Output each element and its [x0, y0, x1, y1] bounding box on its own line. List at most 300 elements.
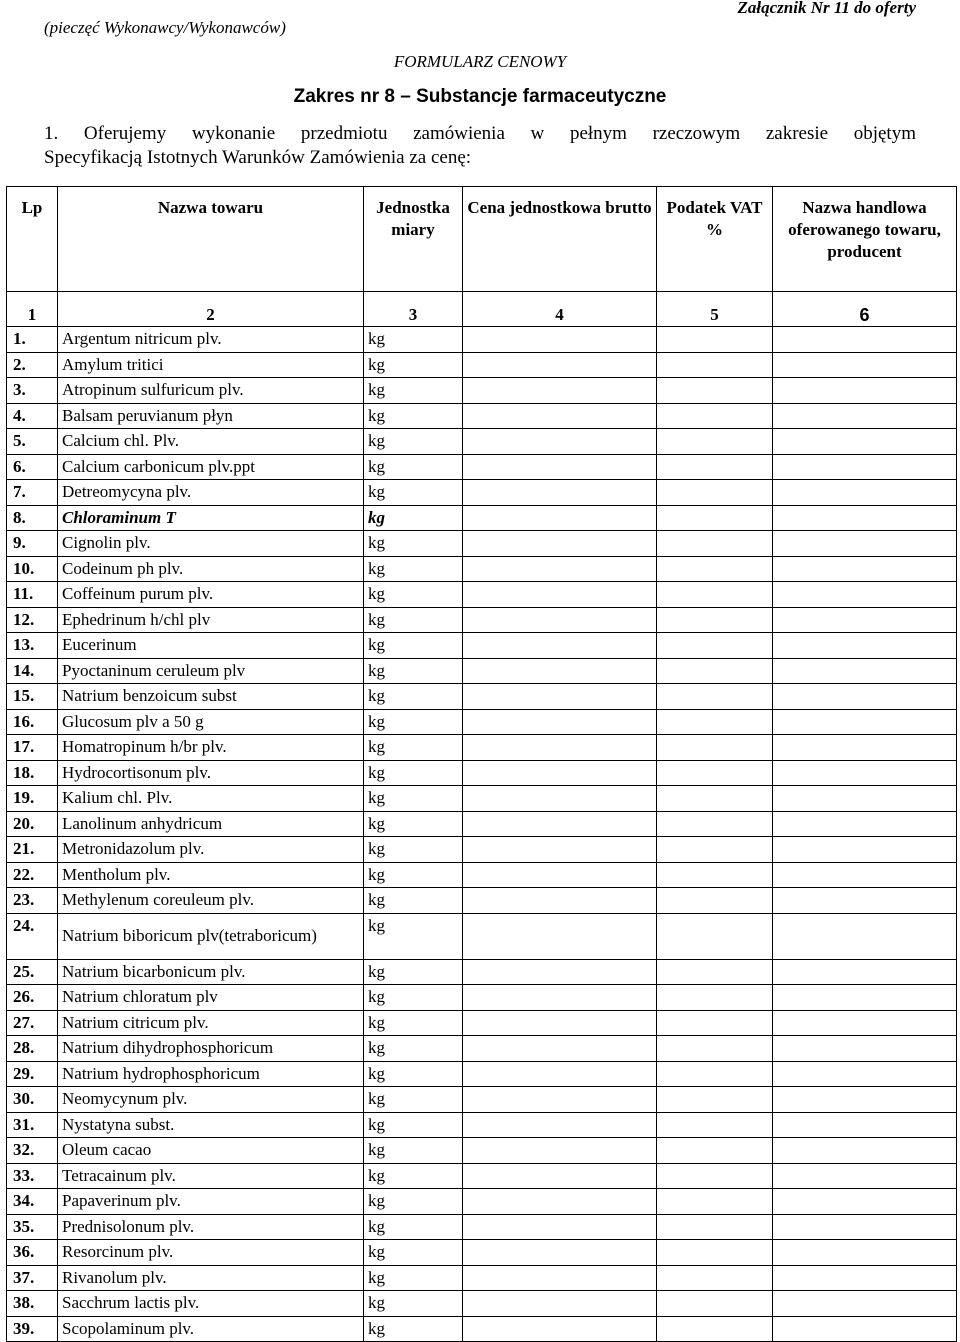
row-product-name: Calcium chl. Plv. — [58, 429, 364, 455]
row-trade-name-cell[interactable] — [773, 378, 957, 404]
row-product-name: Rivanolum plv. — [58, 1265, 364, 1291]
row-vat-cell[interactable] — [657, 735, 773, 761]
row-unit: kg — [364, 1291, 463, 1317]
row-product-name: Eucerinum — [58, 633, 364, 659]
row-lp: 18. — [7, 760, 58, 786]
row-trade-name-cell[interactable] — [773, 1061, 957, 1087]
row-trade-name-cell[interactable] — [773, 1087, 957, 1113]
row-product-name: Ephedrinum h/chl plv — [58, 607, 364, 633]
row-trade-name-cell[interactable] — [773, 862, 957, 888]
row-unit: kg — [364, 1214, 463, 1240]
row-unit: kg — [364, 556, 463, 582]
row-unit: kg — [364, 1010, 463, 1036]
row-vat-cell[interactable] — [657, 1265, 773, 1291]
row-lp: 19. — [7, 786, 58, 812]
row-unit: kg — [364, 709, 463, 735]
row-vat-cell[interactable] — [657, 959, 773, 985]
spacer-cell — [364, 292, 463, 305]
row-trade-name-cell[interactable] — [773, 709, 957, 735]
row-unit-price-cell[interactable] — [463, 429, 657, 455]
row-unit-price-cell[interactable] — [463, 913, 657, 959]
table-row — [7, 1265, 957, 1291]
table-row — [7, 837, 957, 863]
row-vat-cell[interactable] — [657, 1010, 773, 1036]
row-unit-price-cell[interactable] — [463, 1138, 657, 1164]
row-unit: kg — [364, 327, 463, 353]
row-product-name: Homatropinum h/br plv. — [58, 735, 364, 761]
row-trade-name-cell[interactable] — [773, 454, 957, 480]
row-vat-cell[interactable] — [657, 403, 773, 429]
table-row — [7, 1061, 957, 1087]
row-product-name: Kalium chl. Plv. — [58, 786, 364, 812]
row-vat-cell[interactable] — [657, 1061, 773, 1087]
table-row — [7, 352, 957, 378]
row-lp: 35. — [7, 1214, 58, 1240]
row-product-name: Balsam peruvianum płyn — [58, 403, 364, 429]
spacer-row — [7, 292, 957, 305]
row-lp: 12. — [7, 607, 58, 633]
row-trade-name-cell[interactable] — [773, 531, 957, 557]
row-trade-name-cell[interactable] — [773, 735, 957, 761]
row-vat-cell[interactable] — [657, 607, 773, 633]
column-header-unit-price: Cena jednostkowa brutto — [463, 187, 657, 292]
spacer-cell — [58, 292, 364, 305]
row-vat-cell[interactable] — [657, 760, 773, 786]
table-row — [7, 1240, 957, 1266]
row-lp: 11. — [7, 582, 58, 608]
spacer-cell — [463, 292, 657, 305]
row-product-name: Lanolinum anhydricum — [58, 811, 364, 837]
row-vat-cell[interactable] — [657, 1112, 773, 1138]
table-row — [7, 684, 957, 710]
row-unit: kg — [364, 403, 463, 429]
row-unit-price-cell[interactable] — [463, 378, 657, 404]
row-unit-price-cell[interactable] — [463, 352, 657, 378]
row-unit-price-cell[interactable] — [463, 837, 657, 863]
row-unit-price-cell[interactable] — [463, 786, 657, 812]
row-vat-cell[interactable] — [657, 1036, 773, 1062]
spacer-cell — [773, 292, 957, 305]
intro-line-1: 1. Oferujemy wykonanie przedmiotu zamówienia w pełnym rzeczowym zakresie objętym — [44, 123, 916, 144]
table-row — [7, 1138, 957, 1164]
row-product-name: Sacchrum lactis plv. — [58, 1291, 364, 1317]
table-row — [7, 862, 957, 888]
row-product-name: Natrium hydrophosphoricum — [58, 1061, 364, 1087]
row-vat-cell[interactable] — [657, 786, 773, 812]
row-unit-price-cell[interactable] — [463, 1061, 657, 1087]
row-unit-price-cell[interactable] — [463, 709, 657, 735]
row-trade-name-cell[interactable] — [773, 658, 957, 684]
row-product-name: Pyoctaninum ceruleum plv — [58, 658, 364, 684]
table-row — [7, 505, 957, 531]
row-vat-cell[interactable] — [657, 429, 773, 455]
row-trade-name-cell[interactable] — [773, 1138, 957, 1164]
row-lp: 26. — [7, 985, 58, 1011]
row-trade-name-cell[interactable] — [773, 1189, 957, 1215]
row-unit-price-cell[interactable] — [463, 633, 657, 659]
row-lp: 8. — [7, 505, 58, 531]
row-product-name: Coffeinum purum plv. — [58, 582, 364, 608]
row-unit: kg — [364, 913, 463, 959]
row-product-name: Natrium dihydrophosphoricum — [58, 1036, 364, 1062]
row-trade-name-cell[interactable] — [773, 505, 957, 531]
row-vat-cell[interactable] — [657, 556, 773, 582]
row-vat-cell[interactable] — [657, 531, 773, 557]
row-lp: 20. — [7, 811, 58, 837]
row-vat-cell[interactable] — [657, 709, 773, 735]
table-row — [7, 607, 957, 633]
column-number: 2 — [58, 304, 364, 327]
row-unit: kg — [364, 1112, 463, 1138]
row-unit: kg — [364, 1189, 463, 1215]
row-unit: kg — [364, 837, 463, 863]
table-row — [7, 658, 957, 684]
row-trade-name-cell[interactable] — [773, 888, 957, 914]
row-vat-cell[interactable] — [657, 1138, 773, 1164]
spacer-cell — [657, 292, 773, 305]
row-lp: 27. — [7, 1010, 58, 1036]
row-unit-price-cell[interactable] — [463, 556, 657, 582]
table-row — [7, 582, 957, 608]
row-unit: kg — [364, 352, 463, 378]
row-vat-cell[interactable] — [657, 985, 773, 1011]
row-lp: 28. — [7, 1036, 58, 1062]
row-unit: kg — [364, 1061, 463, 1087]
row-product-name: Neomycynum plv. — [58, 1087, 364, 1113]
row-product-name: Oleum cacao — [58, 1138, 364, 1164]
column-header-lp: Lp — [7, 187, 58, 292]
row-lp: 4. — [7, 403, 58, 429]
row-trade-name-cell[interactable] — [773, 1265, 957, 1291]
table-row — [7, 888, 957, 914]
row-trade-name-cell[interactable] — [773, 786, 957, 812]
row-vat-cell[interactable] — [657, 1163, 773, 1189]
table-row — [7, 735, 957, 761]
table-row — [7, 480, 957, 506]
row-unit-price-cell[interactable] — [463, 607, 657, 633]
range-title: Zakres nr 8 – Substancje farmaceutyczne — [293, 86, 667, 107]
row-vat-cell[interactable] — [657, 1087, 773, 1113]
row-vat-cell[interactable] — [657, 1214, 773, 1240]
row-unit-price-cell[interactable] — [463, 531, 657, 557]
spacer-cell — [7, 292, 58, 305]
row-product-name: Natrium citricum plv. — [58, 1010, 364, 1036]
row-vat-cell[interactable] — [657, 684, 773, 710]
row-lp: 9. — [7, 531, 58, 557]
row-unit: kg — [364, 505, 463, 531]
row-trade-name-cell[interactable] — [773, 684, 957, 710]
row-unit: kg — [364, 480, 463, 506]
row-vat-cell[interactable] — [657, 913, 773, 959]
row-vat-cell[interactable] — [657, 658, 773, 684]
row-product-name: Natrium chloratum plv — [58, 985, 364, 1011]
row-unit-price-cell[interactable] — [463, 1112, 657, 1138]
table-row — [7, 913, 957, 959]
header-row — [7, 187, 957, 292]
row-product-name: Resorcinum plv. — [58, 1240, 364, 1266]
row-vat-cell[interactable] — [657, 1291, 773, 1317]
row-lp: 32. — [7, 1138, 58, 1164]
row-unit: kg — [364, 658, 463, 684]
row-lp: 7. — [7, 480, 58, 506]
column-header-name: Nazwa towaru — [58, 187, 364, 292]
table-row — [7, 760, 957, 786]
row-unit: kg — [364, 1138, 463, 1164]
row-unit-price-cell[interactable] — [463, 1240, 657, 1266]
table-row — [7, 709, 957, 735]
row-unit-price-cell[interactable] — [463, 811, 657, 837]
intro-paragraph — [44, 122, 916, 170]
row-vat-cell[interactable] — [657, 862, 773, 888]
row-unit: kg — [364, 582, 463, 608]
row-trade-name-cell[interactable] — [773, 1163, 957, 1189]
table-row — [7, 1291, 957, 1317]
row-trade-name-cell[interactable] — [773, 1010, 957, 1036]
row-lp: 36. — [7, 1240, 58, 1266]
row-product-name: Detreomycyna plv. — [58, 480, 364, 506]
row-lp: 30. — [7, 1087, 58, 1113]
row-unit: kg — [364, 1316, 463, 1342]
row-unit: kg — [364, 633, 463, 659]
row-vat-cell[interactable] — [657, 454, 773, 480]
row-unit: kg — [364, 862, 463, 888]
column-number: 4 — [463, 304, 657, 327]
row-product-name: Natrium benzoicum subst — [58, 684, 364, 710]
row-lp: 39. — [7, 1316, 58, 1342]
row-lp: 3. — [7, 378, 58, 404]
row-lp: 17. — [7, 735, 58, 761]
row-product-name: Calcium carbonicum plv.ppt — [58, 454, 364, 480]
row-product-name: Tetracainum plv. — [58, 1163, 364, 1189]
row-unit-price-cell[interactable] — [463, 1010, 657, 1036]
row-trade-name-cell[interactable] — [773, 1291, 957, 1317]
row-unit: kg — [364, 735, 463, 761]
row-vat-cell[interactable] — [657, 352, 773, 378]
row-unit-price-cell[interactable] — [463, 1214, 657, 1240]
row-product-name: Mentholum plv. — [58, 862, 364, 888]
row-unit-price-cell[interactable] — [463, 862, 657, 888]
row-product-name: Nystatyna subst. — [58, 1112, 364, 1138]
row-trade-name-cell[interactable] — [773, 352, 957, 378]
row-unit-price-cell[interactable] — [463, 403, 657, 429]
row-lp: 24. — [7, 913, 58, 959]
row-unit: kg — [364, 760, 463, 786]
row-lp: 10. — [7, 556, 58, 582]
row-unit-price-cell[interactable] — [463, 959, 657, 985]
row-unit: kg — [364, 1240, 463, 1266]
table-row — [7, 1010, 957, 1036]
column-number: 5 — [657, 304, 773, 327]
contractor-stamp-label: (pieczęć Wykonawcy/Wykonawców) — [44, 18, 286, 37]
table-row — [7, 429, 957, 455]
row-trade-name-cell[interactable] — [773, 403, 957, 429]
row-product-name: Natrium bicarbonicum plv. — [58, 959, 364, 985]
column-number: 6 — [773, 304, 957, 327]
row-unit-price-cell[interactable] — [463, 1316, 657, 1342]
table-row — [7, 531, 957, 557]
row-unit-price-cell[interactable] — [463, 1189, 657, 1215]
table-row — [7, 811, 957, 837]
row-vat-cell[interactable] — [657, 378, 773, 404]
row-unit-price-cell[interactable] — [463, 454, 657, 480]
table-row — [7, 403, 957, 429]
row-unit-price-cell[interactable] — [463, 760, 657, 786]
row-product-name: Chloraminum T — [58, 505, 364, 531]
row-unit-price-cell[interactable] — [463, 505, 657, 531]
row-unit-price-cell[interactable] — [463, 1036, 657, 1062]
row-product-name: Natrium biboricum plv(tetraboricum) — [58, 913, 364, 959]
row-trade-name-cell[interactable] — [773, 837, 957, 863]
row-vat-cell[interactable] — [657, 811, 773, 837]
row-lp: 29. — [7, 1061, 58, 1087]
row-product-name: Cignolin plv. — [58, 531, 364, 557]
row-unit: kg — [364, 531, 463, 557]
row-unit: kg — [364, 684, 463, 710]
row-trade-name-cell[interactable] — [773, 480, 957, 506]
row-trade-name-cell[interactable] — [773, 327, 957, 353]
row-unit-price-cell[interactable] — [463, 480, 657, 506]
row-vat-cell[interactable] — [657, 480, 773, 506]
table-row — [7, 1163, 957, 1189]
row-lp: 6. — [7, 454, 58, 480]
row-lp: 31. — [7, 1112, 58, 1138]
row-lp: 38. — [7, 1291, 58, 1317]
row-unit: kg — [364, 454, 463, 480]
price-table — [6, 186, 957, 1342]
row-trade-name-cell[interactable] — [773, 429, 957, 455]
row-unit: kg — [364, 959, 463, 985]
row-lp: 13. — [7, 633, 58, 659]
row-unit-price-cell[interactable] — [463, 327, 657, 353]
row-lp: 37. — [7, 1265, 58, 1291]
row-unit-price-cell[interactable] — [463, 1087, 657, 1113]
row-trade-name-cell[interactable] — [773, 556, 957, 582]
row-trade-name-cell[interactable] — [773, 1316, 957, 1342]
row-product-name: Argentum nitricum plv. — [58, 327, 364, 353]
row-vat-cell[interactable] — [657, 582, 773, 608]
row-product-name: Papaverinum plv. — [58, 1189, 364, 1215]
row-trade-name-cell[interactable] — [773, 1240, 957, 1266]
table-row — [7, 1112, 957, 1138]
row-vat-cell[interactable] — [657, 1240, 773, 1266]
row-trade-name-cell[interactable] — [773, 811, 957, 837]
row-lp: 25. — [7, 959, 58, 985]
table-row — [7, 1316, 957, 1342]
row-trade-name-cell[interactable] — [773, 959, 957, 985]
row-unit: kg — [364, 378, 463, 404]
row-lp: 15. — [7, 684, 58, 710]
row-lp: 2. — [7, 352, 58, 378]
row-product-name: Amylum tritici — [58, 352, 364, 378]
table-row — [7, 985, 957, 1011]
table-row — [7, 1189, 957, 1215]
row-unit: kg — [364, 1036, 463, 1062]
row-trade-name-cell[interactable] — [773, 1214, 957, 1240]
row-trade-name-cell[interactable] — [773, 1112, 957, 1138]
row-trade-name-cell[interactable] — [773, 607, 957, 633]
row-unit-price-cell[interactable] — [463, 888, 657, 914]
row-product-name: Prednisolonum plv. — [58, 1214, 364, 1240]
row-vat-cell[interactable] — [657, 888, 773, 914]
row-trade-name-cell[interactable] — [773, 985, 957, 1011]
table-row — [7, 786, 957, 812]
row-unit: kg — [364, 1087, 463, 1113]
row-unit: kg — [364, 786, 463, 812]
row-vat-cell[interactable] — [657, 1189, 773, 1215]
row-lp: 14. — [7, 658, 58, 684]
price-table-body — [7, 187, 957, 1342]
row-unit: kg — [364, 888, 463, 914]
row-unit-price-cell[interactable] — [463, 1163, 657, 1189]
row-unit-price-cell[interactable] — [463, 985, 657, 1011]
intro-line-2: Specyfikacją Istotnych Warunków Zamówienia za cenę: — [44, 147, 472, 168]
table-row — [7, 1214, 957, 1240]
table-row — [7, 1087, 957, 1113]
column-header-unit: Jednostka miary — [364, 187, 463, 292]
row-trade-name-cell[interactable] — [773, 913, 957, 959]
column-header-vat: Podatek VAT % — [657, 187, 773, 292]
column-number: 3 — [364, 304, 463, 327]
row-product-name: Codeinum ph plv. — [58, 556, 364, 582]
row-unit: kg — [364, 985, 463, 1011]
row-vat-cell[interactable] — [657, 327, 773, 353]
row-vat-cell[interactable] — [657, 505, 773, 531]
row-product-name: Metronidazolum plv. — [58, 837, 364, 863]
row-lp: 21. — [7, 837, 58, 863]
row-lp: 33. — [7, 1163, 58, 1189]
row-lp: 1. — [7, 327, 58, 353]
row-unit-price-cell[interactable] — [463, 684, 657, 710]
table-row — [7, 959, 957, 985]
row-lp: 5. — [7, 429, 58, 455]
table-row — [7, 633, 957, 659]
row-vat-cell[interactable] — [657, 1316, 773, 1342]
row-unit: kg — [364, 1163, 463, 1189]
row-trade-name-cell[interactable] — [773, 1036, 957, 1062]
row-unit-price-cell[interactable] — [463, 1265, 657, 1291]
column-header-trade-name: Nazwa handlowa oferowanego towaru, producent — [773, 187, 957, 292]
row-unit: kg — [364, 1265, 463, 1291]
table-row — [7, 378, 957, 404]
row-lp: 34. — [7, 1189, 58, 1215]
row-product-name: Hydrocortisonum plv. — [58, 760, 364, 786]
row-unit-price-cell[interactable] — [463, 1291, 657, 1317]
column-number: 1 — [7, 304, 58, 327]
row-vat-cell[interactable] — [657, 633, 773, 659]
annex-label: Załącznik Nr 11 do oferty — [737, 0, 916, 17]
row-unit-price-cell[interactable] — [463, 658, 657, 684]
row-unit: kg — [364, 811, 463, 837]
row-trade-name-cell[interactable] — [773, 633, 957, 659]
table-row — [7, 1036, 957, 1062]
row-unit-price-cell[interactable] — [463, 735, 657, 761]
row-unit: kg — [364, 429, 463, 455]
table-row — [7, 454, 957, 480]
row-product-name: Atropinum sulfuricum plv. — [58, 378, 364, 404]
row-product-name: Scopolaminum plv. — [58, 1316, 364, 1342]
row-trade-name-cell[interactable] — [773, 760, 957, 786]
form-title: FORMULARZ CENOWY — [393, 52, 567, 71]
table-row — [7, 556, 957, 582]
row-trade-name-cell[interactable] — [773, 582, 957, 608]
column-number-row — [7, 304, 957, 327]
row-unit-price-cell[interactable] — [463, 582, 657, 608]
row-lp: 23. — [7, 888, 58, 914]
row-lp: 16. — [7, 709, 58, 735]
row-product-name: Methylenum coreuleum plv. — [58, 888, 364, 914]
row-lp: 22. — [7, 862, 58, 888]
row-vat-cell[interactable] — [657, 837, 773, 863]
